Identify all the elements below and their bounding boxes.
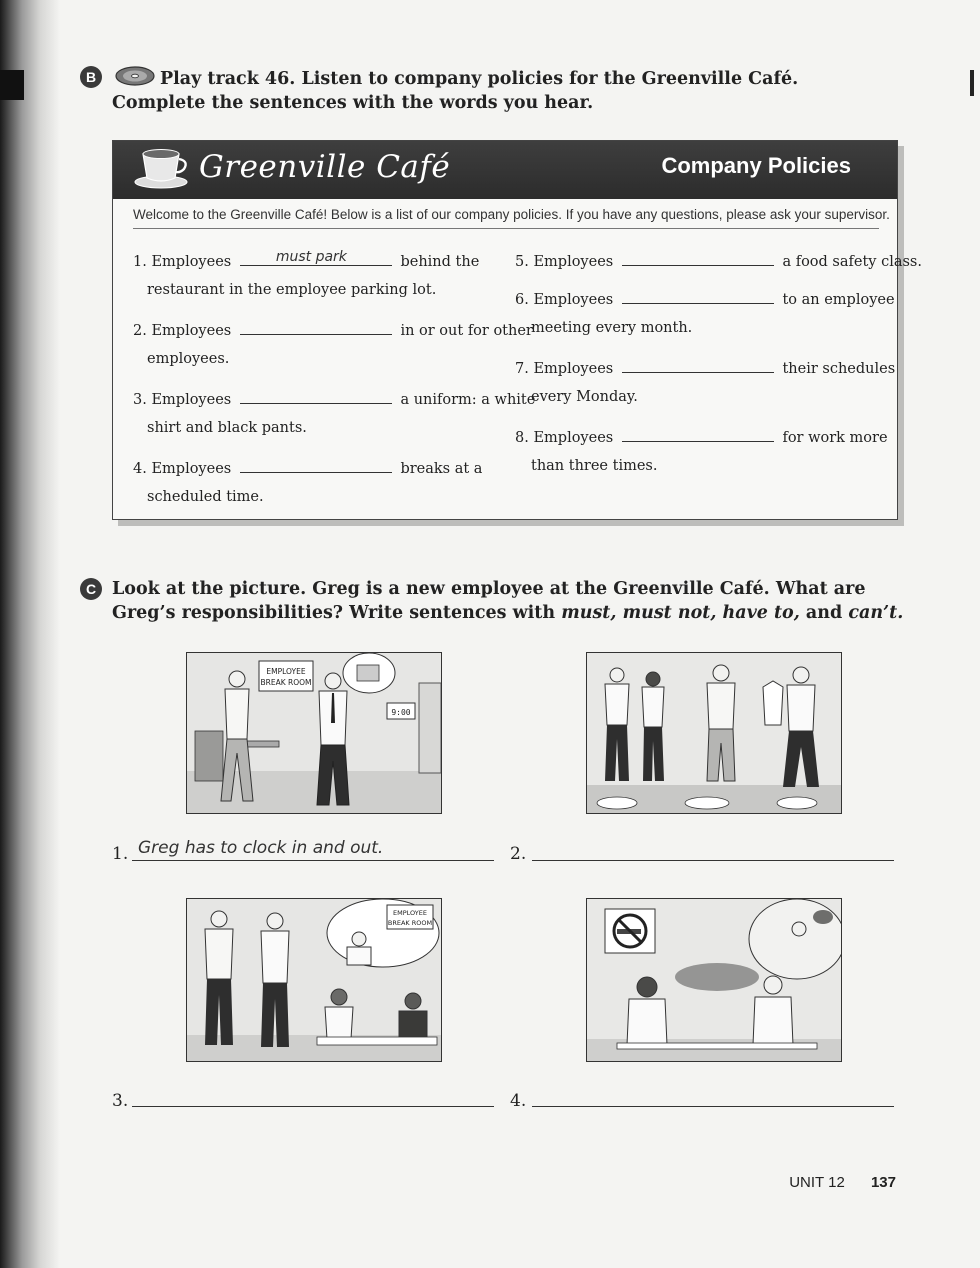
policy-item-2: 2. Employees in or out for other xyxy=(133,320,533,339)
policy-item-3: 3. Employees a uniform: a white xyxy=(133,389,535,408)
company-policies-card xyxy=(112,140,922,520)
answer-number-1: 1. xyxy=(112,844,129,864)
policy-item-7: 7. Employees their schedules xyxy=(515,358,895,377)
answer-blank[interactable] xyxy=(240,320,392,335)
section-b-line2: Complete the sentences with the words you hear. xyxy=(112,93,594,113)
policy-item-8: 8. Employees for work more xyxy=(515,427,888,446)
illustration-clock-in xyxy=(186,652,442,814)
answer-number-3: 3. xyxy=(112,1091,129,1111)
sign-text-line2: BREAK ROOM xyxy=(387,919,433,927)
page-footer xyxy=(789,1174,896,1191)
sign-text-line2: BREAK ROOM xyxy=(260,678,312,687)
section-c-instructions xyxy=(112,577,903,625)
answer-blank[interactable] xyxy=(240,389,392,404)
policy-item-1: 1. Employees must park behind the xyxy=(133,249,480,270)
answer-number-2: 2. xyxy=(510,844,527,864)
policy-item-6: 6. Employees to an employee xyxy=(515,289,895,308)
section-b-instructions xyxy=(112,67,798,115)
answer-line-1[interactable] xyxy=(132,860,494,861)
filled-answer: must park xyxy=(275,249,347,265)
answer-number-4: 4. xyxy=(510,1091,527,1111)
page-tab-mark xyxy=(0,70,24,100)
smoke-cloud xyxy=(675,963,759,991)
answer-line-2[interactable] xyxy=(532,860,894,861)
policy-item-4: 4. Employees breaks at a xyxy=(133,458,482,477)
answer-blank[interactable] xyxy=(622,289,774,304)
sign-text-line1: EMPLOYEE xyxy=(266,667,306,676)
section-c-line1: Look at the picture. Greg is a new employee at the Greenville Café. What are xyxy=(112,579,866,599)
policy-item-4-cont: scheduled time. xyxy=(147,489,264,505)
page-edge-mark xyxy=(970,70,974,96)
answer-blank[interactable] xyxy=(622,358,774,373)
policy-item-2-cont: employees. xyxy=(147,351,230,367)
answer-line-3[interactable] xyxy=(132,1106,494,1107)
unit-label: UNIT 12 xyxy=(789,1174,845,1191)
illustration-no-smoking xyxy=(586,898,842,1062)
card-header xyxy=(113,141,897,199)
book-spine-shadow xyxy=(0,0,60,1268)
answer-blank[interactable] xyxy=(622,251,774,266)
white-shirt-hanger xyxy=(763,681,783,725)
answer-line-4[interactable] xyxy=(532,1106,894,1107)
answer-blank[interactable] xyxy=(240,458,392,473)
answer-blank[interactable] xyxy=(240,251,392,266)
section-b-line1: Play track 46. Listen to company policies for the Greenville Café. xyxy=(160,69,799,89)
illustration-break xyxy=(186,898,442,1062)
policy-item-7-cont: every Monday. xyxy=(531,389,638,405)
clock-display: 9:00 xyxy=(391,708,411,717)
policy-item-3-cont: shirt and black pants. xyxy=(147,420,307,436)
illustration-uniform xyxy=(586,652,842,814)
section-c-line2: Greg’s responsibilities? Write sentences with must, must not, have to, and can’t. xyxy=(112,603,904,623)
answer-blank[interactable] xyxy=(622,427,774,442)
policy-item-1-cont: restaurant in the employee parking lot. xyxy=(147,282,437,298)
answer-text-1: Greg has to clock in and out. xyxy=(138,838,384,858)
coffee-cup-icon xyxy=(133,146,191,190)
company-policies-title: Company Policies xyxy=(661,153,851,178)
page-number: 137 xyxy=(870,1174,896,1191)
policy-item-8-cont: than three times. xyxy=(531,458,658,474)
policy-item-5: 5. Employees a food safety class. xyxy=(515,251,922,270)
section-b-badge: B xyxy=(80,66,102,88)
welcome-text: Welcome to the Greenville Café! Below is a list of our company policies. If you have any questions, please ask your supervisor. xyxy=(133,207,879,229)
policy-item-6-cont: meeting every month. xyxy=(531,320,693,336)
sign-text-line1: EMPLOYEE xyxy=(393,909,427,917)
cafe-name-logo: Greenville Café xyxy=(199,149,451,185)
section-c-badge: C xyxy=(80,578,102,600)
